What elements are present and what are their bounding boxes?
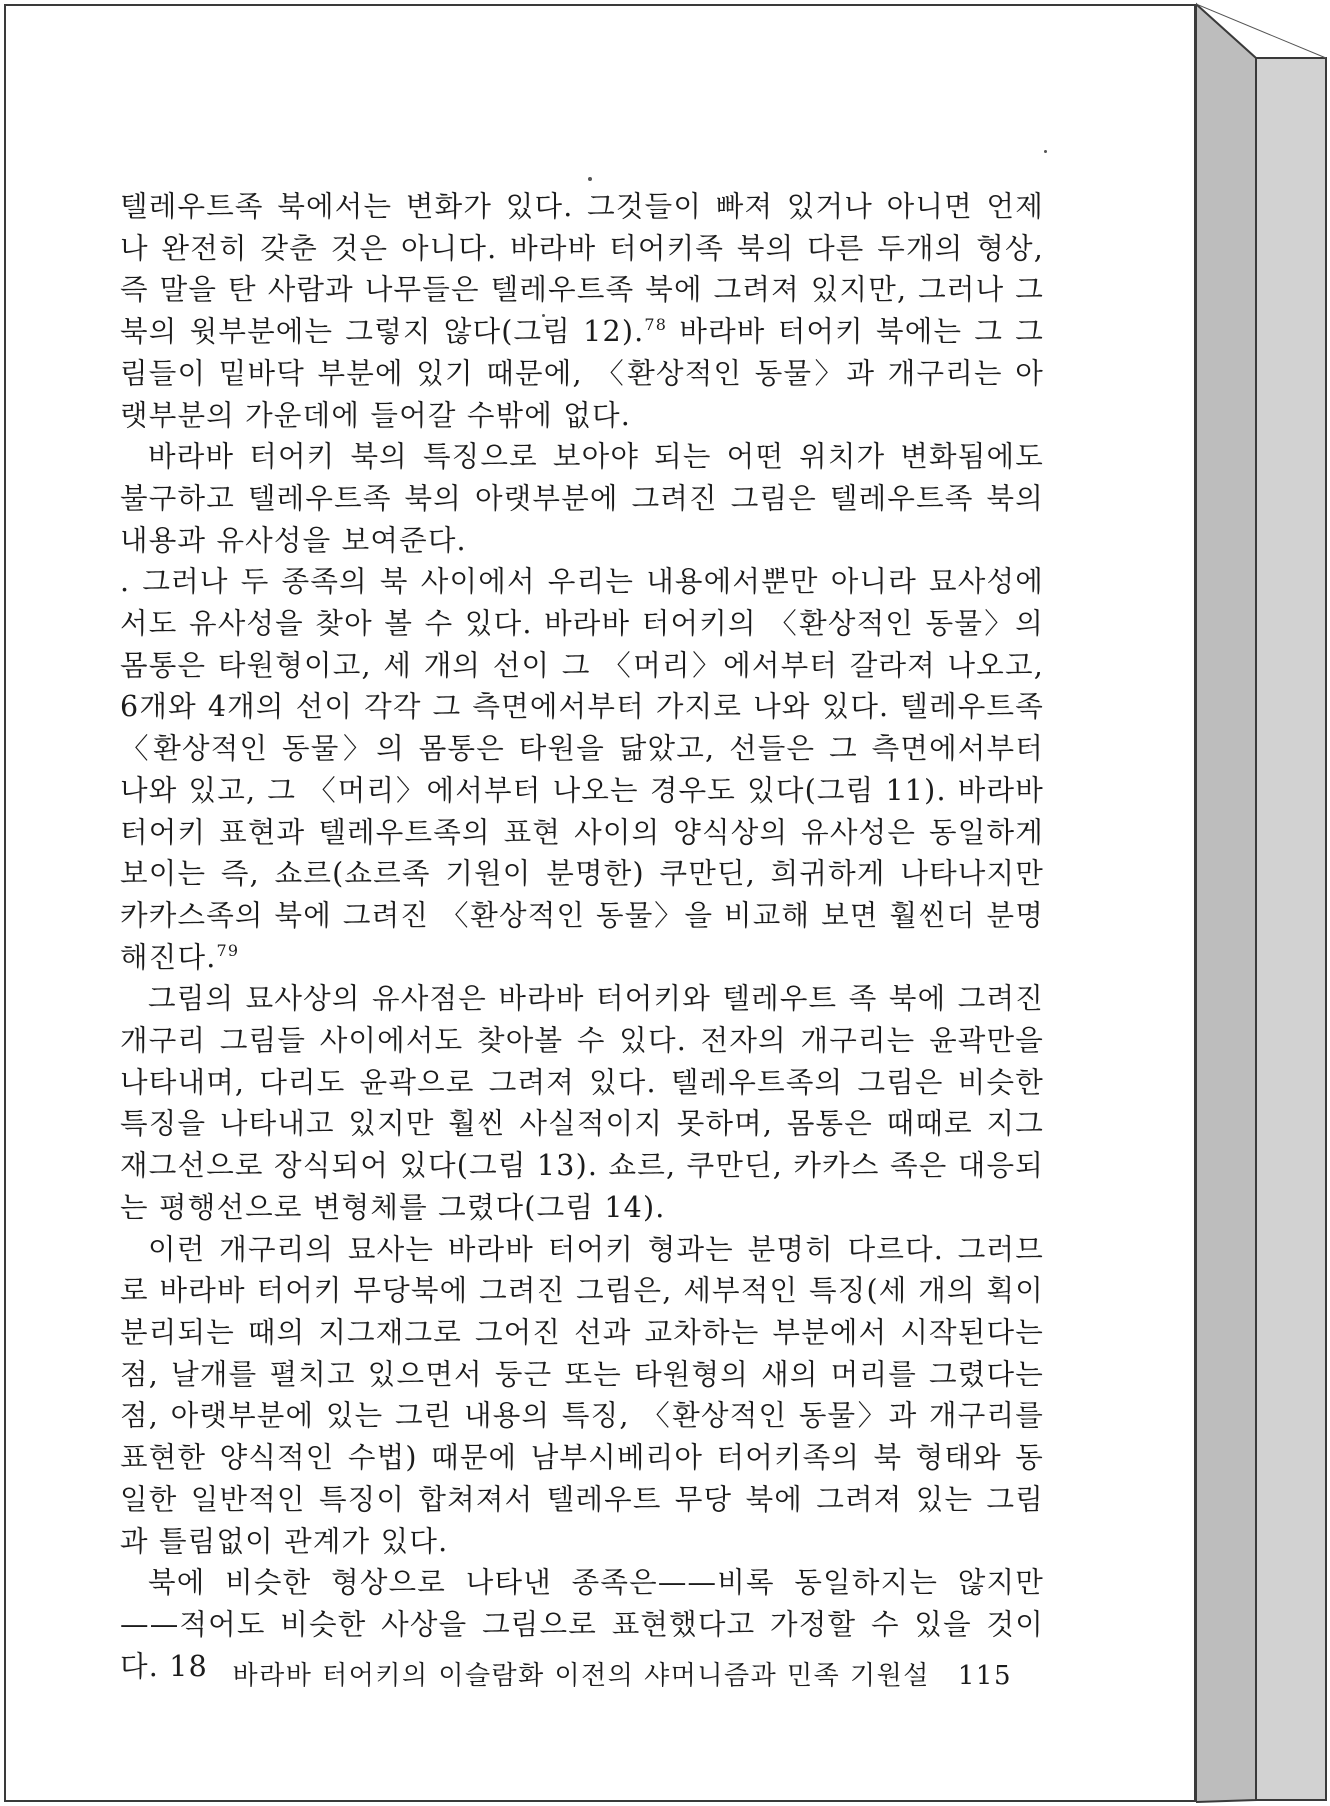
- text-run: 바라바 터어키 북에는 그 그림들이 밑바닥 부분에 있기 때문에, 〈환상적인 동물〉과 개구리는 아랫부분의 가운데에 들어갈 수밖에 없다.: [120, 315, 1044, 432]
- running-title: 바라바 터어키의 이슬람화 이전의 샤머니즘과 민족 기원설: [232, 1661, 930, 1691]
- text-run: 이런 개구리의 묘사는 바라바 터어키 형과는 분명히 다르다. 그러므로 바라바 터어키 무당북에 그려진 그림은, 세부적인 특징(세 개의 획이 분리되는 때의 지그재그로 그어진 선과 교차하는 부분에서 시작된다는 점, 날개를 펼치고 있으면서 둥근 또는 타원형의 새의 머리를 그렸다는 점, 아랫부분에 있는 그린 내용의 특징, 〈환상적인 동물〉과 개구리를 표현한 양식적인 수법) 때문에 남부시베리아 터어키족의 북 형태와 동일한 일반적인 특징이 합쳐져서 텔레우트 무당 북에 그려져 있는 그림과 틀림없이 관계가 있다.: [120, 1232, 1044, 1558]
- paragraph: [120, 436, 1044, 561]
- page-number: 115: [957, 1661, 1012, 1691]
- text-run: 북에 비슷한 형상으로 나타낸 종족은——비록 동일하지는 않지만——적어도 비슷한 사상을 그림으로 표현했다고 가정할 수 있을 것이다. 18: [120, 1566, 1044, 1683]
- footnote-marker: 78: [644, 315, 668, 335]
- text-run: 그림의 묘사상의 유사점은 바라바 터어키와 텔레우트 족 북에 그려진 개구리 그림들 사이에서도 찾아볼 수 있다. 전자의 개구리는 윤곽만을 나타내며, 다리도 윤곽으로 그려져 있다. 텔레우트족의 그림은 비슷한 특징을 나타내고 있지만 훨씬 사실적이지 못하며, 몸통은 때때로 지그재그선으로 장식되어 있다(그림 13). 쇼르, 쿠만딘, 카카스 족은 대응되는 평행선으로 변형체를 그렸다(그림 14).: [120, 982, 1044, 1224]
- running-footer: [120, 1655, 1012, 1692]
- text-run: 텔레우트족 북에서는 변화가 있다. 그것들이 빠져 있거나 아니면 언제나 완전히 갖춘 것은 아니다. 바라바 터어키족 북의 다른 두개의 형상, 즉 말을 탄 사람과 나무들은 텔레우트족 북에 그려져 있지만, 그러나 그 북의 윗부분에는 그렇지 않다(그림 12).: [120, 190, 1044, 349]
- paragraph: [120, 1229, 1044, 1563]
- scan-speck: [588, 177, 592, 181]
- paragraph: [120, 978, 1044, 1228]
- footnote-marker: 79: [216, 940, 240, 960]
- paragraph: [120, 561, 1044, 978]
- text-run: . 그러나 두 종족의 북 사이에서 우리는 내용에서뿐만 아니라 묘사성에서도 유사성을 찾아 볼 수 있다. 바라바 터어키의 〈환상적인 동물〉의 몸통은 타원형이고, 세 개의 선이 그 〈머리〉에서부터 갈라져 나오고, 6개와 4개의 선이 각각 그 측면에서부터 가지로 나와 있다. 텔레우트족 〈환상적인 동물〉의 몸통은 타원을 닮았고, 선들은 그 측면에서부터 나와 있고, 그 〈머리〉에서부터 나오는 경우도 있다(그림 11). 바라바 터어키 표현과 텔레우트족의 표현 사이의 양식상의 유사성은 동일하게 보이는 즉, 쇼르(쇼르족 기원이 분명한) 쿠만딘, 희귀하게 나타나지만 카카스족의 북에 그려진 〈환상적인 동물〉을 비교해 보면 훨씬더 분명해진다.: [120, 565, 1044, 974]
- text-run: 바라바 터어키 북의 특징으로 보아야 되는 어떤 위치가 변화됨에도 불구하고 텔레우트족 북의 아랫부분에 그려진 그림은 텔레우트족 북의 내용과 유사성을 보여준다.: [120, 440, 1044, 557]
- paragraph: [120, 186, 1044, 436]
- scan-speck: [1044, 150, 1047, 153]
- book-page-edge: [1196, 0, 1330, 1806]
- body-text: [120, 186, 1044, 1687]
